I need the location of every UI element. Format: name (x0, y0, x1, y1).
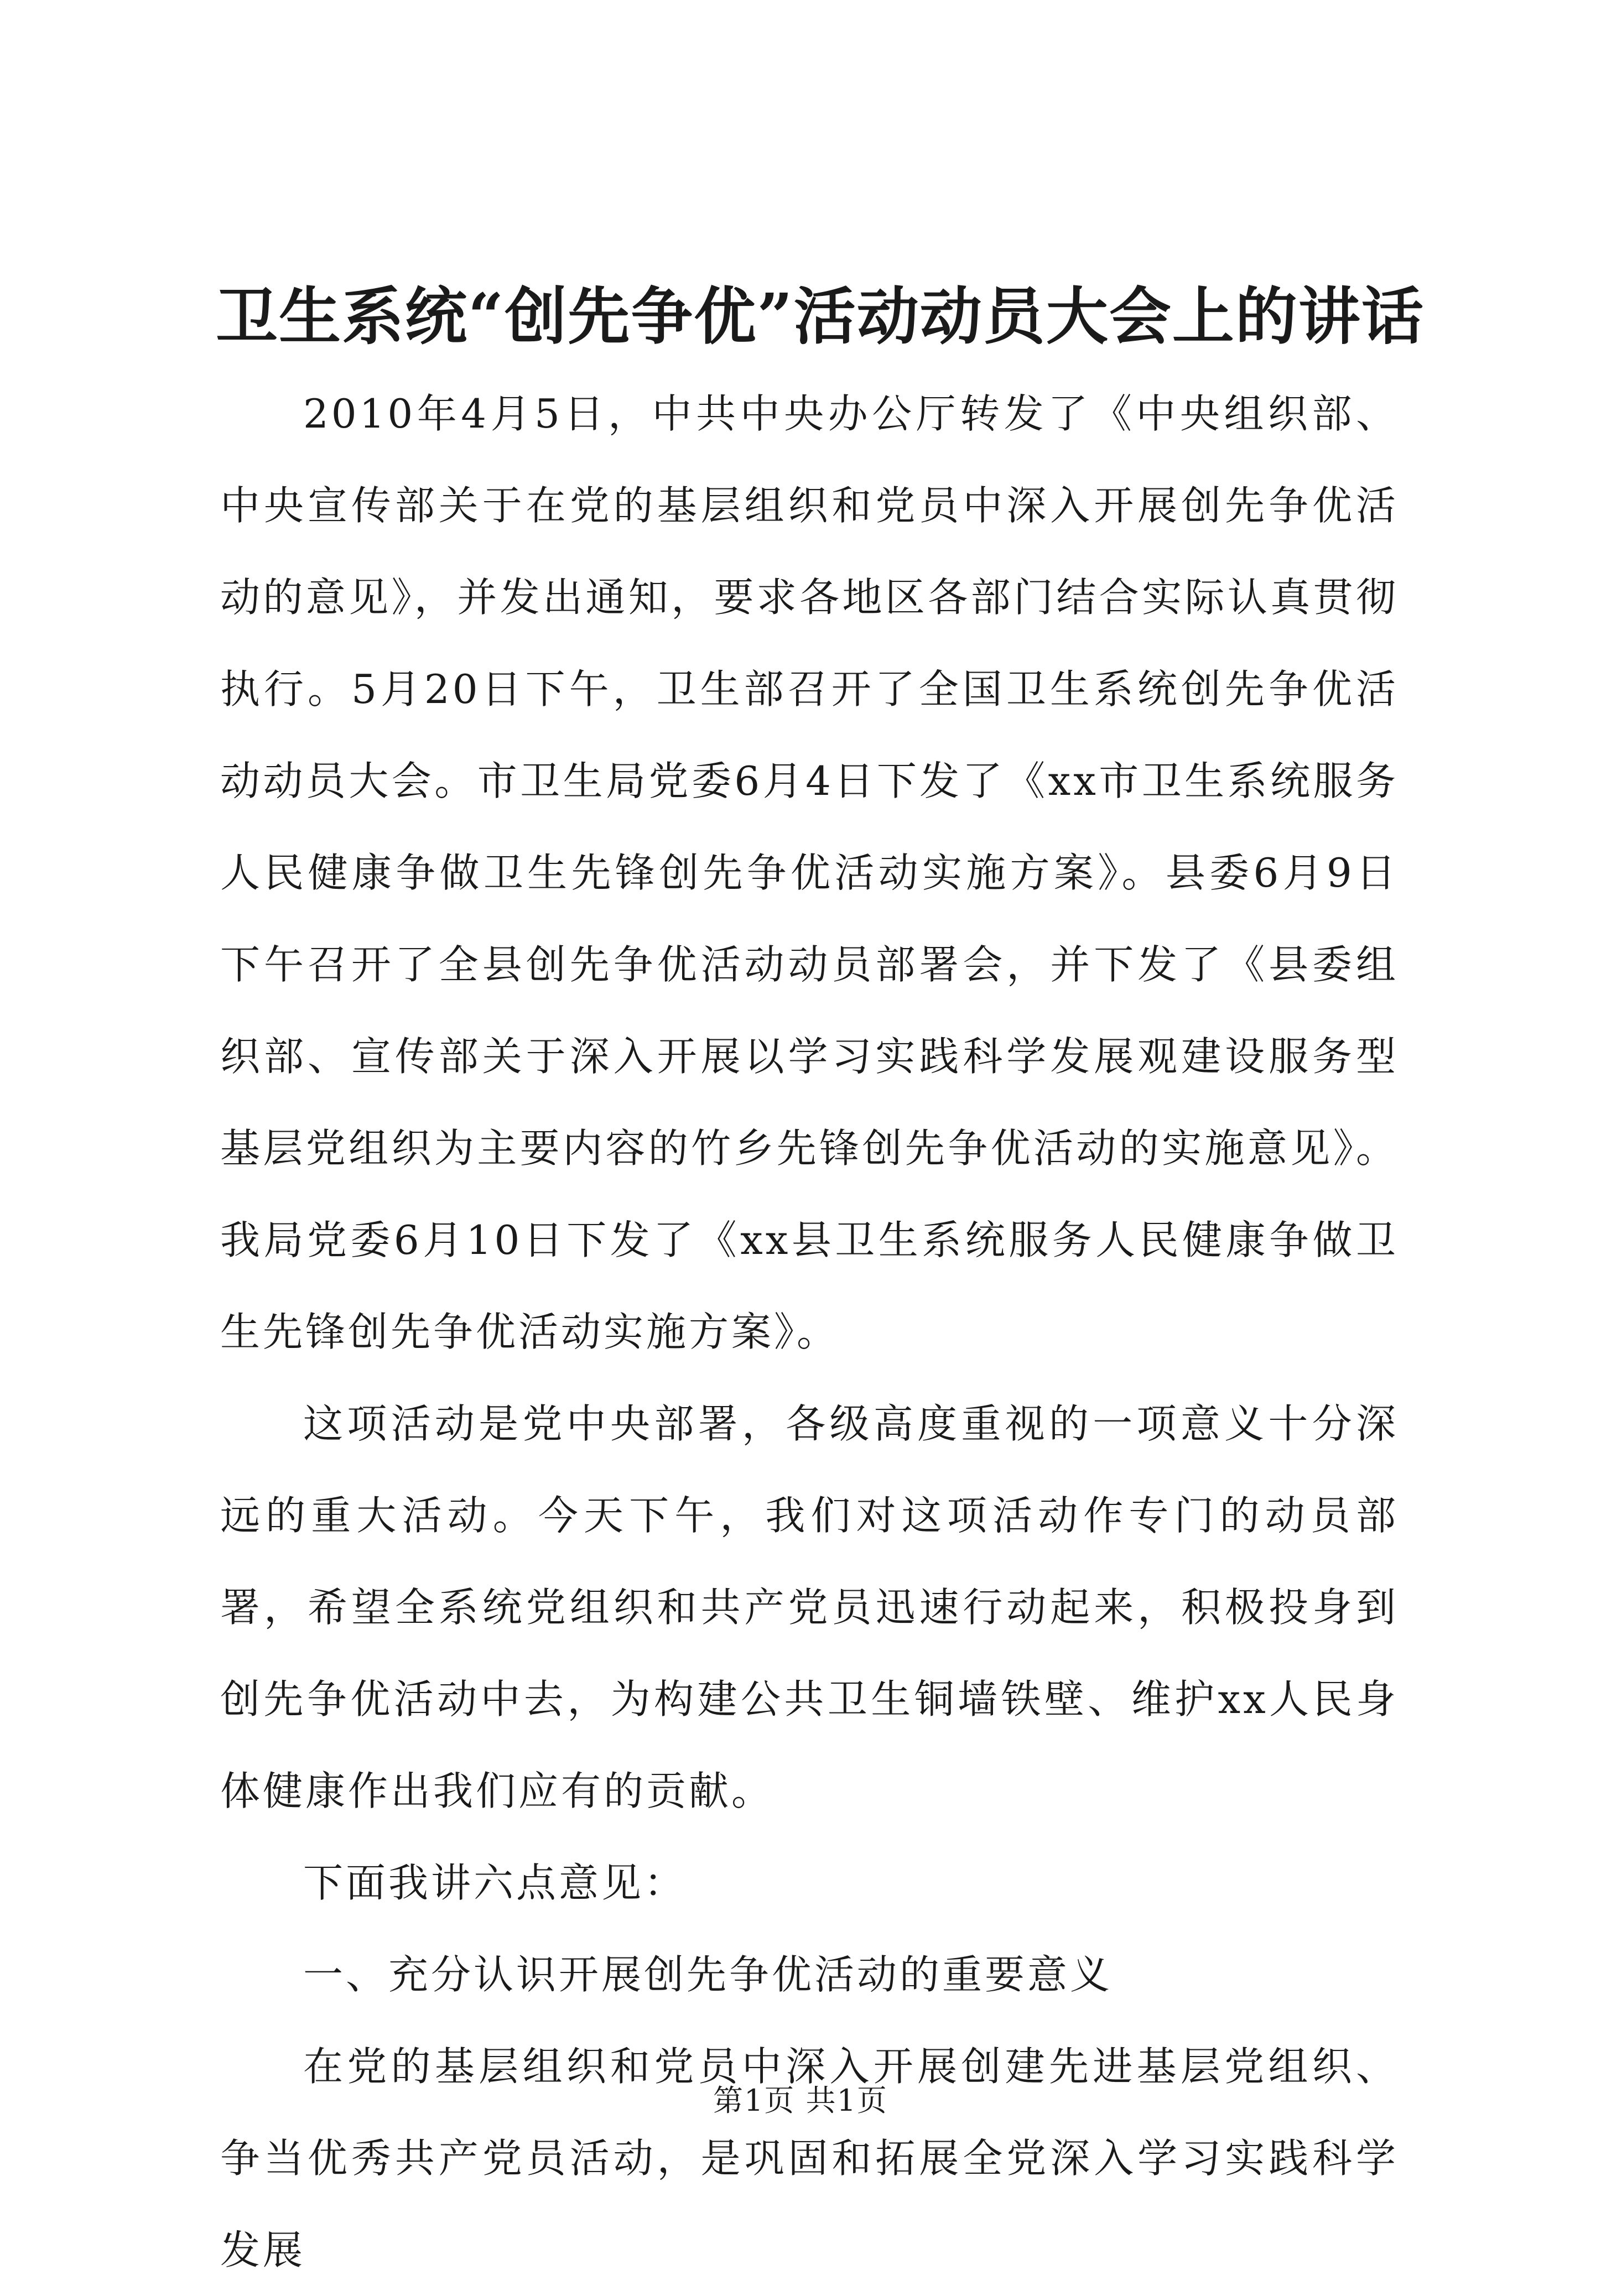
page-footer: 第1页 共1页 (713, 2083, 888, 2118)
document-body (220, 368, 1399, 2296)
paragraph-section-1: 在党的基层组织和党员中深入开展创建先进基层党组织、争当优秀共产党员活动，是巩固和拓展全党深入学习实践科学发展 (220, 2043, 1399, 2273)
paragraph-intro: 2010年4月5日，中共中央办公厅转发了《中央组织部、中央宣传部关于在党的基层组织和党员中深入开展创先争优活动的意见》，并发出通知，要求各地区各部门结合实际认真贯彻执行。5月20日下午，卫生部召开了全国卫生系统创先争优活动动员大会。市卫生局党委6月4日下发了《xx市卫生系统服务人民健康争做卫生先锋创先争优活动实施方案》。县委6月9日下午召开了全县创先争优活动动员部署会，并下发了《县委组织部、宣传部关于深入开展以学习实践科学发展观建设服务型基层党组织为主要内容的竹乡先锋创先争优活动的实施意见》。我局党委6月10日下发了《xx县卫生系统服务人民健康争做卫生先锋创先争优活动实施方案》。 (220, 391, 1399, 1355)
section-heading-1: 一、充分认识开展创先争优活动的重要意义 (303, 1951, 1113, 1998)
paragraph-significance: 这项活动是党中央部署，各级高度重视的一项意义十分深远的重大活动。今天下午，我们对这项活动作专门的动员部署，希望全系统党组织和共产党员迅速行动起来，积极投身到创先争优活动中去，为构建公共卫生铜墙铁壁、维护xx人民身体健康作出我们应有的贡献。 (220, 1400, 1399, 1814)
document-title: 卫生系统“创先争优”活动动员大会上的讲话 (216, 280, 1425, 353)
paragraph-outline: 下面我讲六点意见： (303, 1860, 687, 1906)
